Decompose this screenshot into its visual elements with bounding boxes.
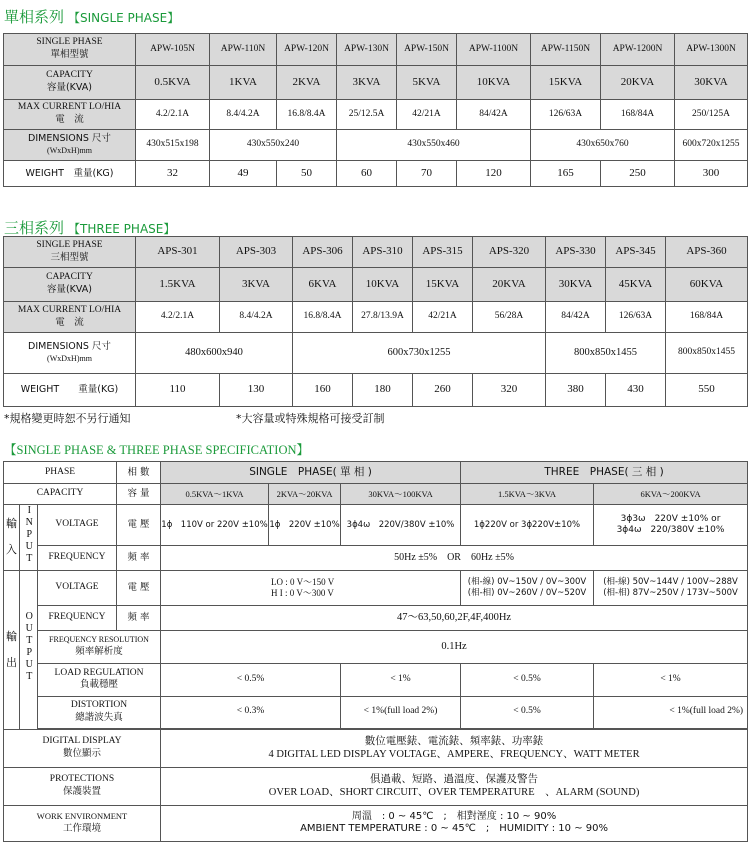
sp-current-label: MAX CURRENT LO/HIA 電 流 [4, 100, 136, 130]
sp-model-label: SINGLE PHASE 單相型號 [4, 34, 136, 66]
output-cn-label: 輸 出 [4, 570, 20, 729]
sp-capacity-row [4, 66, 748, 100]
tp-model: APS-301 [136, 237, 220, 268]
sp-current: 84/42A [457, 100, 531, 130]
spec-capacity-row [4, 484, 748, 505]
sp-dimension: 600x720x1255 [675, 130, 748, 161]
tp-dimension: 480x600x940 [136, 333, 293, 374]
single-phase-title-cn: 單相系列 [4, 8, 65, 26]
tp-current: 27.8/13.9A [353, 302, 413, 333]
sp-model: APW-1200N [601, 34, 675, 66]
freq-res: 0.1Hz [161, 630, 748, 663]
spec-table [3, 461, 748, 842]
environment-row [4, 805, 748, 841]
load-reg: < 1% [594, 663, 748, 696]
sp-weight: 165 [531, 161, 601, 187]
display-row [4, 729, 748, 767]
tp-current: 8.4/4.2A [220, 302, 293, 333]
tp-current: 126/63A [606, 302, 666, 333]
three-phase-title-en: 【THREE PHASE】 [68, 222, 176, 236]
out-voltage-3a: (相-線) 0V~150V / 0V~300V (相-相) 0V~260V / 0V~520V [461, 570, 594, 605]
tp-model: APS-306 [293, 237, 353, 268]
tp-capacity: 1.5KVA [136, 268, 220, 302]
sp-capacity: 20KVA [601, 66, 675, 100]
single-phase-title-en: 【SINGLE PHASE】 [68, 11, 180, 25]
output-en-label: OUTPUT [20, 570, 38, 729]
sp-capacity: 2KVA [277, 66, 337, 100]
tp-capacity: 45KVA [606, 268, 666, 302]
distortion-row [4, 696, 748, 728]
sp-weight-label: WEIGHT 重量(KG) [4, 161, 136, 187]
sp-weight: 70 [397, 161, 457, 187]
tp-weight: 160 [293, 374, 353, 407]
sp-weight: 300 [675, 161, 748, 187]
cap-range: 0.5KVA～1KVA [161, 484, 269, 505]
load-reg: < 0.5% [461, 663, 594, 696]
tp-weight: 430 [606, 374, 666, 407]
tp-current: 16.8/8.4A [293, 302, 353, 333]
tp-weight-row [4, 374, 748, 407]
three-phase-table [3, 236, 748, 407]
input-voltage-row [4, 505, 748, 546]
tp-weight: 380 [546, 374, 606, 407]
spec-title: 【SINGLE PHASE & THREE PHASE SPECIFICATION】 [4, 443, 310, 457]
tp-weight: 550 [666, 374, 748, 407]
sp-current-row [4, 100, 748, 130]
input-frequency-row [4, 545, 748, 570]
sp-model-row [4, 34, 748, 66]
tp-weight: 260 [413, 374, 473, 407]
tp-capacity: 15KVA [413, 268, 473, 302]
sp-weight: 60 [337, 161, 397, 187]
tp-model: APS-330 [546, 237, 606, 268]
tp-capacity: 10KVA [353, 268, 413, 302]
in-voltage: 3ϕ4ω 220V/380V ±10% [341, 505, 461, 546]
tp-model: APS-315 [413, 237, 473, 268]
tp-capacity-row [4, 268, 748, 302]
distortion-label: DISTORTION 總諧波失真 [38, 696, 161, 728]
sp-model: APW-105N [136, 34, 210, 66]
input-en-label: INPUT [20, 505, 38, 571]
load-reg-label: LOAD REGULATION 負載穩壓 [38, 663, 161, 696]
tp-current: 84/42A [546, 302, 606, 333]
tp-current: 168/84A [666, 302, 748, 333]
single-phase-table [3, 33, 748, 187]
distortion: < 1%(full load 2%) [341, 696, 461, 728]
in-voltage: 1ϕ 110V or 220V ±10% [161, 505, 269, 546]
tp-capacity: 3KVA [220, 268, 293, 302]
cap-range: 6KVA～200KVA [594, 484, 748, 505]
sp-capacity: 0.5KVA [136, 66, 210, 100]
note-custom-order: *大容量或特殊規格可接受訂制 [236, 412, 385, 425]
in-freq-label-cn: 頻 率 [117, 545, 161, 570]
tp-dimension: 800x850x1455 [666, 333, 748, 374]
tp-current-row [4, 302, 748, 333]
input-cn-label: 輸 入 [4, 505, 20, 571]
sp-capacity: 15KVA [531, 66, 601, 100]
tp-weight: 110 [136, 374, 220, 407]
tp-current: 56/28A [473, 302, 546, 333]
load-reg: < 1% [341, 663, 461, 696]
single-phase-head: SINGLE PHASE( 單 相 ) [161, 462, 461, 484]
protection-value: 俱過載、短路、過溫度、保護及警告 OVER LOAD、SHORT CIRCUIT、OVER TEMPERATURE 、ALARM (SOUND) [161, 767, 748, 805]
out-freq: 47～63,50,60,2F,4F,400Hz [161, 605, 748, 630]
output-voltage-row [4, 570, 748, 605]
sp-dimension: 430x550x240 [210, 130, 337, 161]
sp-current: 250/125A [675, 100, 748, 130]
tp-model: APS-310 [353, 237, 413, 268]
single-phase-title [4, 6, 179, 27]
tp-dimension: 800x850x1455 [546, 333, 666, 374]
capacity-label-en: CAPACITY [4, 484, 117, 505]
freq-res-label: FREQUENCY RESOLUTION 頻率解析度 [38, 630, 161, 663]
in-voltage: 1ϕ220V or 3ϕ220V±10% [461, 505, 594, 546]
protection-label: PROTECTIONS 保護裝置 [4, 767, 161, 805]
sp-current: 16.8/8.4A [277, 100, 337, 130]
phase-label-en: PHASE [4, 462, 117, 484]
sp-weight: 32 [136, 161, 210, 187]
sp-current: 8.4/4.2A [210, 100, 277, 130]
tp-weight: 130 [220, 374, 293, 407]
freq-resolution-row [4, 630, 748, 663]
sp-model: APW-130N [337, 34, 397, 66]
tp-dimensions-row [4, 333, 748, 374]
sp-model: APW-120N [277, 34, 337, 66]
load-reg: < 0.5% [161, 663, 341, 696]
sp-capacity: 3KVA [337, 66, 397, 100]
tp-capacity-label: CAPACITY 容量(KVA) [4, 268, 136, 302]
three-phase-title-cn: 三相系列 [4, 219, 65, 237]
sp-current: 126/63A [531, 100, 601, 130]
cap-range: 30KVA～100KVA [341, 484, 461, 505]
env-value: 周溫 : 0 ~ 45℃ ; 相對溼度 : 10 ~ 90% AMBIENT TEMPERATURE : 0 ~ 45℃ ; HUMIDITY : 10 ~ 90% [161, 805, 748, 841]
tp-weight-label: WEIGHT 重量(KG) [4, 374, 136, 407]
tp-weight: 180 [353, 374, 413, 407]
sp-dimension: 430x515x198 [136, 130, 210, 161]
sp-current: 168/84A [601, 100, 675, 130]
cap-range: 2KVA～20KVA [269, 484, 341, 505]
out-freq-label-en: FREQUENCY [38, 605, 117, 630]
sp-current: 25/12.5A [337, 100, 397, 130]
sp-current: 42/21A [397, 100, 457, 130]
output-frequency-row [4, 605, 748, 630]
sp-current: 4.2/2.1A [136, 100, 210, 130]
tp-model-label: SINGLE PHASE 三相型號 [4, 237, 136, 268]
out-voltage-label-cn: 電 壓 [117, 570, 161, 605]
tp-model: APS-303 [220, 237, 293, 268]
display-value: 數位電壓錶、電流錶、頻率錶、功率錶 4 DIGITAL LED DISPLAY VOLTAGE、AMPERE、FREQUENCY、WATT METER [161, 729, 748, 767]
tp-capacity: 6KVA [293, 268, 353, 302]
tp-current-label: MAX CURRENT LO/HIA 電 流 [4, 302, 136, 333]
spec-phase-row [4, 462, 748, 484]
in-voltage-label-cn: 電 壓 [117, 505, 161, 546]
sp-capacity-label: CAPACITY 容量(KVA) [4, 66, 136, 100]
tp-capacity: 20KVA [473, 268, 546, 302]
sp-weight: 250 [601, 161, 675, 187]
tp-capacity: 60KVA [666, 268, 748, 302]
sp-weight: 50 [277, 161, 337, 187]
distortion: < 0.3% [161, 696, 341, 728]
sp-dimension: 430x650x760 [531, 130, 675, 161]
tp-capacity: 30KVA [546, 268, 606, 302]
load-regulation-row [4, 663, 748, 696]
display-label: DIGITAL DISPLAY 數位顯示 [4, 729, 161, 767]
in-freq-label-en: FREQUENCY [38, 545, 117, 570]
tp-dimensions-label: DIMENSIONS 尺寸 (WxDxH)mm [4, 333, 136, 374]
in-voltage-3p: 3ϕ3ω 220V ±10% or 3ϕ4ω 220/380V ±10% [594, 505, 748, 546]
sp-capacity: 1KVA [210, 66, 277, 100]
note-spec-change: *規格變更時恕不另行通知 [4, 412, 131, 425]
sp-model: APW-1100N [457, 34, 531, 66]
tp-dimension: 600x730x1255 [293, 333, 546, 374]
phase-label-cn: 相 數 [117, 462, 161, 484]
sp-dimensions-label: DIMENSIONS 尺寸 (WxDxH)mm [4, 130, 136, 161]
out-voltage-label-en: VOLTAGE [38, 570, 117, 605]
protections-row [4, 767, 748, 805]
out-freq-label-cn: 頻 率 [117, 605, 161, 630]
out-voltage-single: LO : 0 V～150 V H I : 0 V～300 V [161, 570, 461, 605]
sp-model: APW-1300N [675, 34, 748, 66]
sp-weight-row [4, 161, 748, 187]
out-voltage-3b: (相-線) 50V~144V / 100V~288V (相-相) 87V~250V / 173V~500V [594, 570, 748, 605]
sp-model: APW-1150N [531, 34, 601, 66]
tp-model: APS-320 [473, 237, 546, 268]
distortion: < 1%(full load 2%) [594, 696, 748, 728]
sp-dimensions-row [4, 130, 748, 161]
cap-range: 1.5KVA～3KVA [461, 484, 594, 505]
sp-weight: 49 [210, 161, 277, 187]
env-label: WORK ENVIRONMENT 工作環境 [4, 805, 161, 841]
tp-model-row [4, 237, 748, 268]
three-phase-title [4, 217, 175, 238]
sp-model: APW-150N [397, 34, 457, 66]
tp-model: APS-360 [666, 237, 748, 268]
sp-dimension: 430x550x460 [337, 130, 531, 161]
sp-capacity: 10KVA [457, 66, 531, 100]
tp-current: 42/21A [413, 302, 473, 333]
capacity-label-cn: 容 量 [117, 484, 161, 505]
in-freq: 50Hz ±5% OR 60Hz ±5% [161, 545, 748, 570]
sp-model: APW-110N [210, 34, 277, 66]
sp-capacity: 5KVA [397, 66, 457, 100]
sp-capacity: 30KVA [675, 66, 748, 100]
in-voltage-label-en: VOLTAGE [38, 505, 117, 546]
in-voltage: 1ϕ 220V ±10% [269, 505, 341, 546]
tp-current: 4.2/2.1A [136, 302, 220, 333]
distortion: < 0.5% [461, 696, 594, 728]
sp-weight: 120 [457, 161, 531, 187]
tp-model: APS-345 [606, 237, 666, 268]
tp-weight: 320 [473, 374, 546, 407]
three-phase-head: THREE PHASE( 三 相 ) [461, 462, 748, 484]
